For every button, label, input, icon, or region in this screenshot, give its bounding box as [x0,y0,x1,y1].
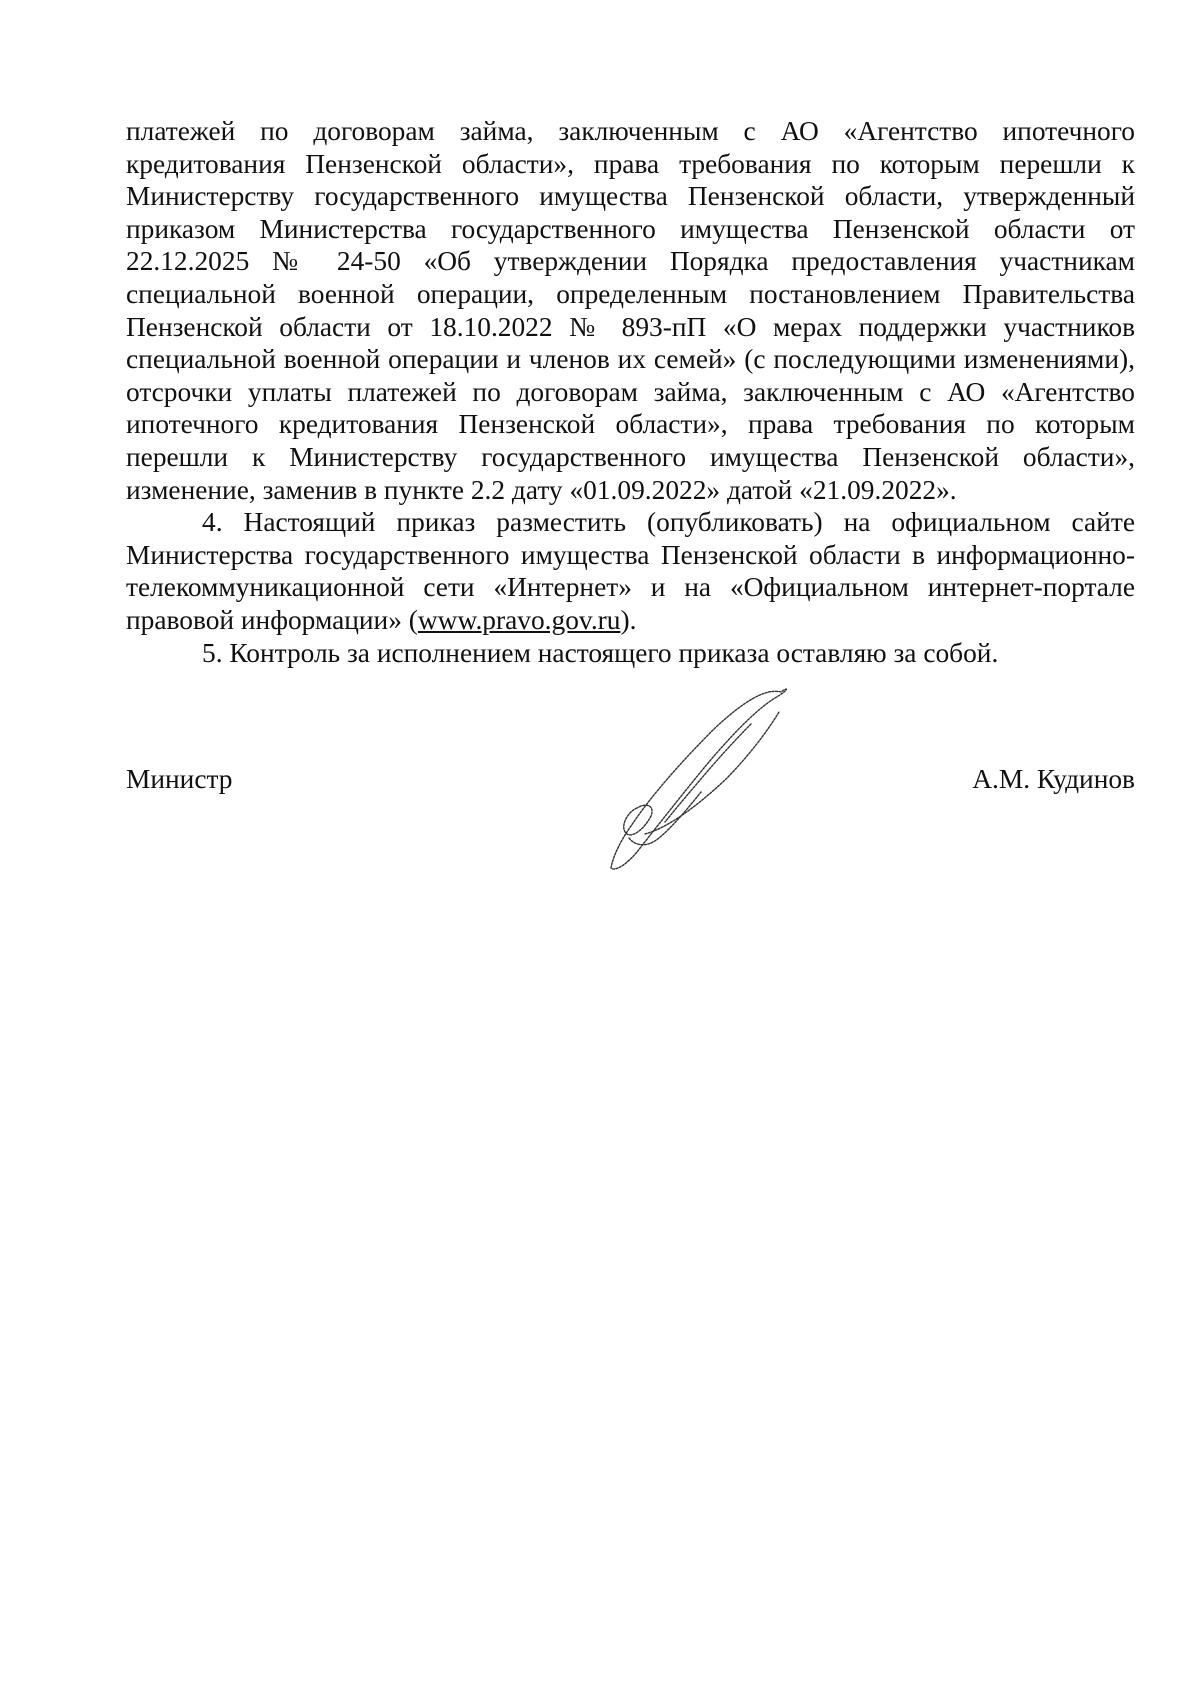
paragraph-item-5: 5. Контроль за исполнением настоящего приказа оставляю за собой. [202,637,999,668]
item4-text: 4. Настоящий приказ разместить (опубликовать) на официальном сайте Министерства государственного имущества Пензенской области в информационно-телекоммуникационной сети «Интернет» и на «Официальном интернет-портале правовой информации» ( [126,507,1135,635]
handwritten-signature-icon [575,688,790,876]
document-body [126,115,1135,669]
signer-name: А.М. Кудинов [972,764,1135,794]
paragraph-item-4 [126,506,1135,636]
item4-end: ). [620,604,637,635]
paragraph-continuation: платежей по договорам займа, заключенным с АО «Агентство ипотечного кредитования Пензенской области», права требования по которым перешли к Министерству государственного имущества Пензенской области, утвержденный приказом Министерства государственного имущества Пензенской области от 22.12.2025 № 24-50 «Об утверждении Порядка предоставления участникам специальной военной операции, определенным постановлением Правительства Пензенской области от 18.10.2022 № 893-пП «О мерах поддержки участников специальной военной операции и членов их семей» (с последующими изменениями), отсрочки уплаты платежей по договорам займа, заключенным с АО «Агентство ипотечного кредитования Пензенской области», права требования по которым перешли к Министерству государственного имущества Пензенской области», изменение, заменив в пункте 2.2 дату «01.09.2022» датой «21.09.2022». [126,116,1135,505]
signer-position: Министр [126,764,233,794]
pravo-link[interactable]: www.pravo.gov.ru [417,604,621,635]
